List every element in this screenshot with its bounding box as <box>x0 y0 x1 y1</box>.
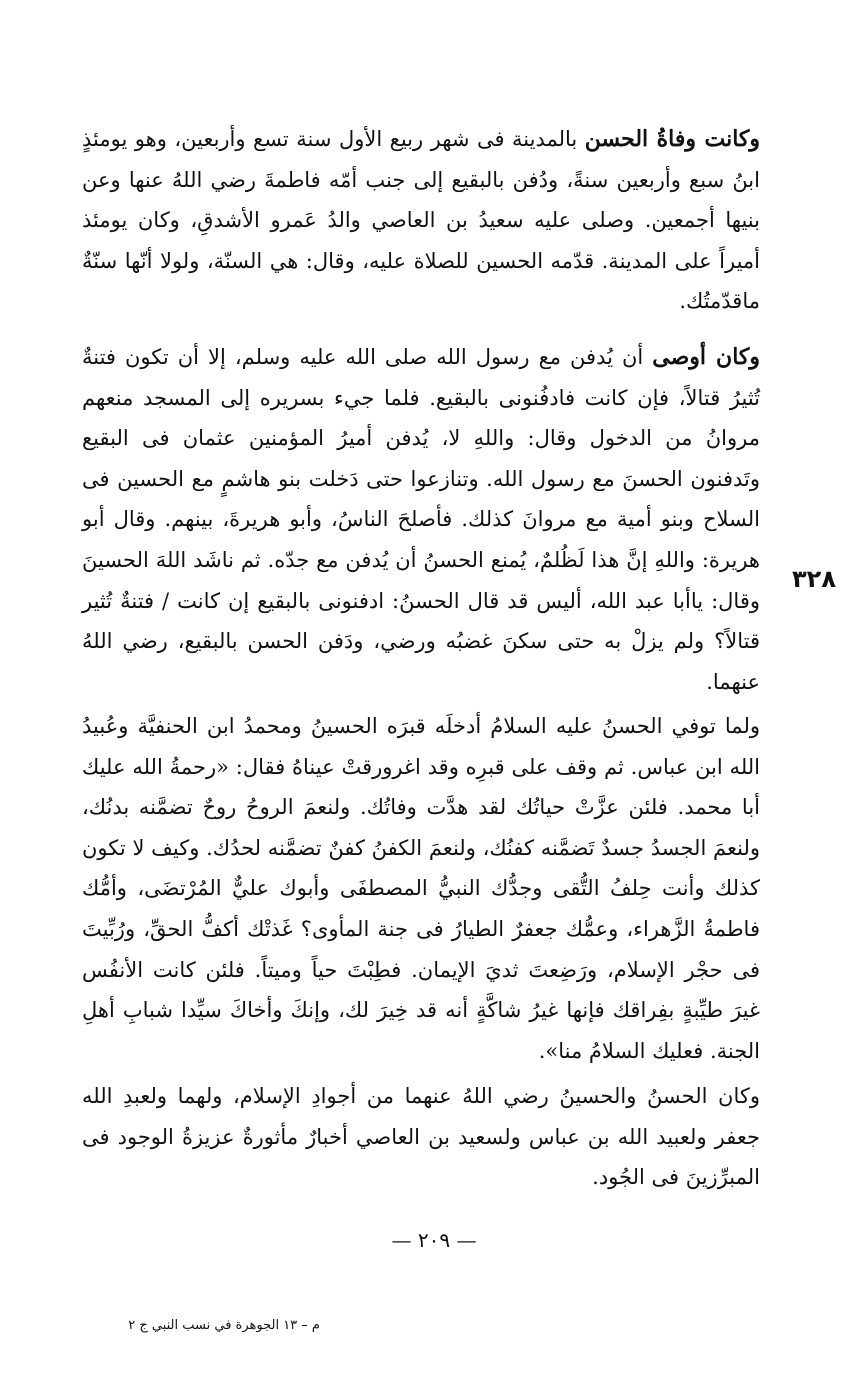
footer-signature-line: م – ١٣ الجوهرة في نسب النبي ج ٢ <box>128 1318 320 1333</box>
paragraph-text <box>82 119 760 322</box>
paragraph-death-of-hasan <box>82 119 760 322</box>
paragraph-body: بالمدينة فى شهر ربيع الأول سنة تسع وأربعين، وهو يومئذٍ ابنُ سبع وأربعين سنةً، ودُفن بالبقيع إلى جنب أمّه فاطمةَ رضي اللهُ عنها وعن بنيها أجمعين. وصلى عليه سعيدُ بن العاصي والدُ عَمرو الأشدقِ، وكان يومئذ أميراً على المدينة. قدّمه الحسين للصلاة عليه، وقال: هي السنّة، ولولا أنّها سنّةٌ ماقدّمتُك. <box>82 127 760 314</box>
margin-page-reference: ٣٢٨ <box>792 565 836 593</box>
paragraph-lead: وكان أوصى <box>652 344 760 370</box>
paragraph-text <box>82 337 760 702</box>
paragraph-body: أن يُدفن مع رسول الله صلى الله عليه وسلم، إلا أن تكون فتنةٌ تُثيرُ قتالاً، فإن كانت فادفُنونى بالبقيع. فلما جيء بسريره إلى المسجد منعهم مروانُ من الدخول وقال: واللهِ لا، يُدفن أميرُ المؤمنين عثمان فى البقيع وتَدفنون الحسنَ مع رسول الله. وتنازعوا حتى دَخلت بنو هاشمٍ مع الحسين فى السلاح وبنو أمية مع مروانَ كذلك. فأصلحَ الناسُ، وأبو هريرةَ، بينهم. وقال أبو هريرة: واللهِ إنَّ هذا لَظُلمٌ، يُمنع الحسنُ أن يُدفن مع جدّه. ثم ناشَد اللهَ الحسينَ وقال: ياأبا عبد الله، أليس قد قال الحسنُ: ادفنونى بالبقيع إن كانت / فتنةٌ تُثير قتالاً؟ ولم يزلْ به حتى سكنَ غضبُه ورضي، ودَفن الحسن بالبقيع، رضي اللهُ عنهما. <box>82 345 760 694</box>
paragraph-body: وكان الحسنُ والحسينُ رضي اللهُ عنهما من أجوادِ الإسلام، ولهما ولعبدِ الله جعفر ولعبيد الله بن عباس ولسعيد بن العاصي أخبارٌ مأثورةٌ عزيزةُ الوجود فى المبرِّزينَ فى الجُود. <box>82 1084 761 1190</box>
paragraph-lead: وكانت وفاةُ الحسن <box>584 126 760 152</box>
paragraph-body: ولما توفي الحسنُ عليه السلامُ أدخلَه قبرَه الحسينُ ومحمدُ ابن الحنفيَّة وعُبيدُ الله ابن عباس. ثم وقف على قبرِه وقد اغرورقتْ عيناهُ فقال: «رحمةُ الله عليك أبا محمد. فلئن عزَّتْ حياتُك لقد هدَّت وفاتُك. ولنعمَ الروحُ روحٌ تضمَّنه بدنُك، ولنعمَ الجسدُ جسدٌ تَضمَّنه كفنُك، ولنعمَ الكفنُ كفنٌ تضمَّنه لحدُك. وكيف لا تكون كذلك وأنت حِلفُ التُّقى وجدُّك النبيُّ المصطفَى وأبوك عليٌّ المُرْتضَى، وأمُّك فاطمةُ الزَّهراء، وعمُّك جعفرٌ الطيارُ فى جنة المأوى؟ غَذتْك أكفُّ الحقِّ، ورُبِّيتَ فى حجْر الإسلام، ورَضِعتَ ثديَ الإيمان. فطِبْتَ حياً وميتاً. فلئن كانت الأنفُس غيرَ طيِّبةٍ بفِراقك فإنها غيرُ شاكَّةٍ أنه قد خِيرَ لك، وإنكَ وأخاكَ سيِّدا شبابِ أهلِ الجنة. فعليك السلامُ منا». <box>82 714 760 1063</box>
paragraph-eulogy <box>82 706 760 1071</box>
paragraph-text <box>82 706 760 1071</box>
paragraph-text <box>82 1076 760 1198</box>
paragraph-will-of-hasan <box>82 337 760 702</box>
paragraph-generosity <box>82 1076 760 1198</box>
page-number: — ٢٠٩ — <box>391 1228 477 1252</box>
